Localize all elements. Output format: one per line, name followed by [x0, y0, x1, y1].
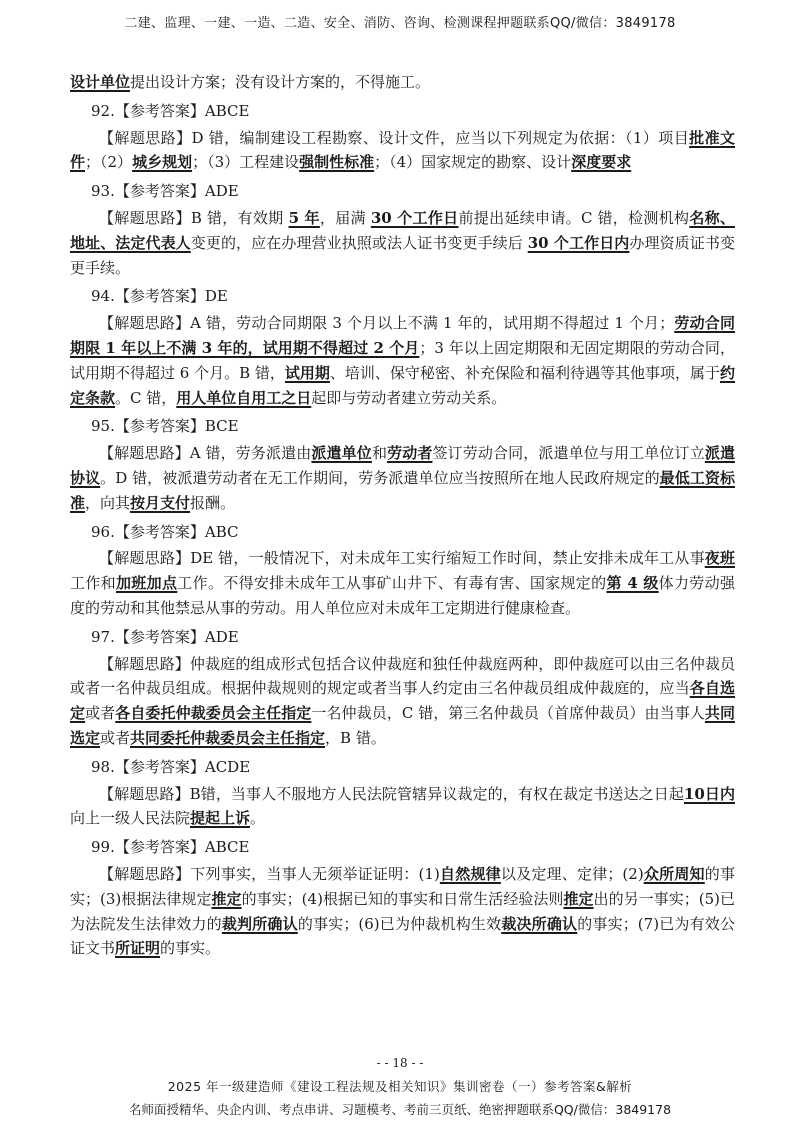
- key-term: 派遣协议: [70, 444, 735, 487]
- text-run: 【解题思路】D 错，编制建设工程勘察、设计文件，应当以下列规定为依据：（1）项目: [99, 128, 690, 147]
- key-term: 试用期: [284, 363, 330, 382]
- key-term: 用人单位自用工之日: [176, 388, 312, 407]
- key-term: 最低工资标准: [70, 468, 735, 512]
- key-term: 劳动合同期限 1 年以上不满 3 年的，试用期不得超过 2 个月: [70, 314, 735, 357]
- text-run: 或者: [85, 704, 116, 723]
- key-term: 推定: [563, 889, 594, 908]
- text-run: 以及定理、定律；(2): [500, 864, 644, 883]
- key-term: 裁判所确认: [221, 914, 298, 933]
- explanation-96: [70, 546, 735, 620]
- text-run: 的事实；(3)根据法律规定: [70, 864, 735, 908]
- text-run: 的事实；(6)已为仲裁机构生效: [297, 914, 502, 933]
- text-run: 报酬。: [190, 493, 236, 512]
- key-term: 派遣单位: [311, 444, 372, 463]
- key-term: 30 个工作日内: [527, 233, 630, 252]
- document-body: [70, 70, 735, 963]
- page-number: - - 18 - -: [376, 1056, 424, 1070]
- text-run: 。D 错，被派遣劳动者在无工作期间，劳务派遣单位应当按照所在地人民政府规定的: [100, 468, 660, 487]
- text-run: 向上一级人民法院: [70, 809, 191, 828]
- text-run: 。: [250, 809, 266, 828]
- text-run: 前提出延续申请。C 错，检测机构: [458, 208, 690, 227]
- text-run: 【解题思路】B错，当事人不服地方人民法院管辖异议裁定的，有权在裁定书送达之日起: [99, 784, 684, 803]
- key-term: 设计单位: [70, 73, 131, 91]
- text-run: ，向其: [85, 493, 131, 512]
- key-term: 所证明: [115, 939, 161, 958]
- key-term: 强制性标准: [299, 153, 375, 172]
- explanation-92: [70, 126, 735, 176]
- explanation-94: [70, 311, 735, 410]
- explanation-99: [70, 862, 735, 961]
- document-footer-title: 2025 年一级建造师《建设工程法规及相关知识》集训密卷（一）参考答案&解析: [167, 1079, 633, 1094]
- key-term: 夜班: [704, 549, 735, 568]
- text-run: 【解题思路】B 错，有效期: [99, 208, 289, 227]
- key-term: 5 年: [288, 208, 320, 227]
- key-term: 约定条款: [70, 363, 735, 407]
- answer-95: 95.【参考答案】BCE: [91, 417, 239, 436]
- key-term: 批准文件: [70, 128, 735, 172]
- key-term: 自然规律: [439, 864, 501, 883]
- text-run: 【解题思路】下列事实，当事人无须举证证明：(1): [99, 864, 440, 883]
- key-term: 10日内: [683, 784, 735, 803]
- text-run: 体力劳动强度的劳动和其他禁忌从事的劳动。用人单位应对未成年工定期进行健康检查。: [70, 574, 735, 617]
- key-term: 深度要求: [571, 153, 632, 172]
- text-run: ；3 年以上固定期限和无固定期限的劳动合同，试用期不得超过 6 个月。B 错，: [70, 338, 735, 382]
- page-footer-promo: 名师面授精华、央企内训、考点串讲、习题模考、考前三页纸、绝密押题联系QQ/微信：3849178: [128, 1102, 672, 1117]
- text-run: 出的另一事实；(5)已为法院发生法律效力的: [70, 889, 735, 933]
- text-run: ，B 错。: [325, 728, 386, 747]
- text-run: ；（4）国家规定的勘察、设计: [374, 153, 572, 172]
- text-run: 办理资质证书变更手续。: [70, 233, 735, 277]
- explanation-93: [70, 206, 735, 280]
- key-term: 名称、地址、法定代表人: [70, 208, 735, 252]
- answer-94: 94.【参考答案】DE: [91, 287, 228, 306]
- key-term: 按月支付: [130, 493, 191, 512]
- key-term: 30 个工作日: [370, 208, 459, 227]
- key-term: 裁决所确认: [501, 914, 578, 933]
- text-run: 或者: [100, 728, 131, 747]
- explanation-95: [70, 441, 735, 515]
- key-term: 各自委托仲裁委员会主任指定: [115, 704, 312, 723]
- answer-92: 92.【参考答案】ABCE: [91, 101, 250, 120]
- key-term: 各自选定: [70, 679, 735, 723]
- text-run: 【解题思路】DE 错，一般情况下，对未成年工实行缩短工作时间，禁止安排未成年工从事: [99, 549, 705, 568]
- text-run: 的事实；(7)已为有效公证文书: [70, 914, 735, 958]
- text-run: 。C 错，: [115, 388, 177, 407]
- text-run: ；（3）工程建设: [192, 153, 300, 172]
- text-run: 【解题思路】A 错，劳务派遣由: [99, 444, 312, 463]
- text-run: 工作。不得安排未成年工从事矿山井下、有毒有害、国家规定的: [177, 574, 607, 593]
- answer-97: 97.【参考答案】ADE: [91, 627, 239, 646]
- key-term: 推定: [211, 889, 242, 908]
- key-term: 劳动者: [387, 444, 433, 463]
- key-term: 第 4 级: [606, 574, 659, 593]
- intro-paragraph: [70, 70, 735, 95]
- text-run: ，届满: [319, 208, 371, 227]
- text-run: 和: [371, 444, 388, 463]
- explanation-97: [70, 652, 735, 751]
- text-run: 一名仲裁员，C 错，第三名仲裁员（首席仲裁员）由当事人: [311, 704, 705, 723]
- text-run: 【解题思路】仲裁庭的组成形式包括合议仲裁庭和独任仲裁庭两种，即仲裁庭可以由三名仲裁员或者一名仲裁员组成。根据仲裁规则的规定或者当事人约定由三名仲裁员组成仲裁庭的，应当: [70, 654, 735, 698]
- answer-96: 96.【参考答案】ABC: [91, 522, 239, 541]
- text-run: 签订劳动合同，派遣单位与用工单位订立: [432, 444, 705, 463]
- text-run: 【解题思路】A 错，劳动合同期限 3 个月以上不满 1 年的，试用期不得超过 1 个月；: [99, 314, 675, 333]
- text-run: 提出设计方案；没有设计方案的，不得施工。: [130, 73, 431, 91]
- key-term: 加班加点: [115, 574, 178, 593]
- key-term: 城乡规划: [132, 153, 193, 172]
- text-run: 起即与劳动者建立劳动关系。: [311, 388, 507, 407]
- text-run: 的事实；(4)根据已知的事实和日常生活经验法则: [241, 889, 564, 908]
- answer-98: 98.【参考答案】ACDE: [91, 757, 251, 776]
- text-run: ；（2）: [85, 153, 133, 172]
- key-term: 共同委托仲裁委员会主任指定: [130, 728, 326, 747]
- key-term: 众所周知: [643, 864, 705, 883]
- text-run: 工作和: [70, 574, 116, 593]
- key-term: 共同选定: [70, 704, 735, 747]
- key-term: 提起上诉: [190, 809, 251, 828]
- text-run: 变更的，应在办理营业执照或法人证书变更手续后: [190, 233, 528, 252]
- answer-93: 93.【参考答案】ADE: [91, 182, 239, 201]
- explanation-98: [70, 782, 735, 832]
- page-header-promo: 二建、监理、一建、一造、二造、安全、消防、咨询、检测课程押题联系QQ/微信：3849178: [124, 16, 676, 31]
- text-run: 、培训、保守秘密、补充保险和福利待遇等其他事项，属于: [329, 363, 720, 382]
- text-run: 的事实。: [160, 939, 221, 958]
- answer-99: 99.【参考答案】ABCE: [91, 838, 250, 857]
